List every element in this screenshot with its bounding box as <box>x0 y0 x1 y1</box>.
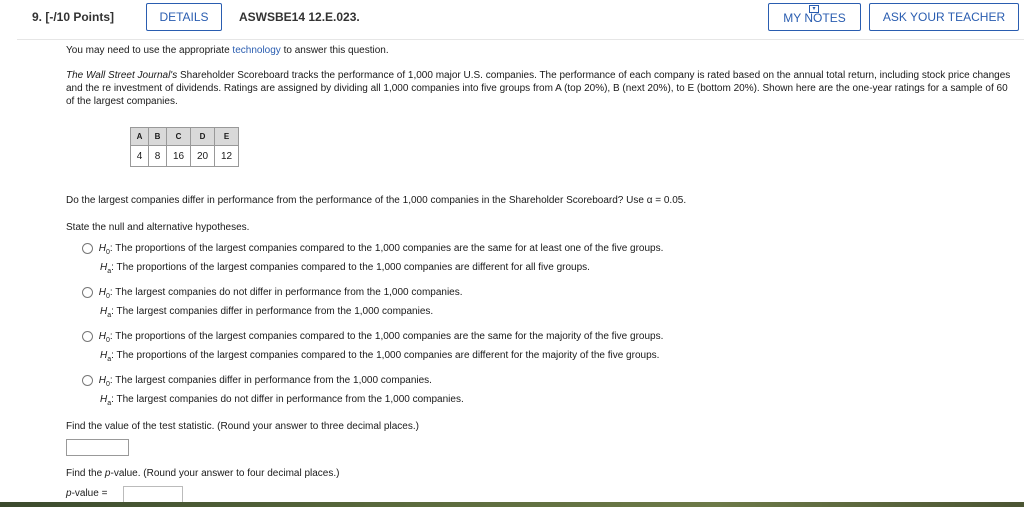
h0-symbol: $H_0$ <box>98 331 110 344</box>
dropdown-caret-icon[interactable]: ▾ <box>809 5 819 13</box>
question-header <box>17 0 1024 40</box>
option-2-h0: : The largest companies do not differ in performance from the 1,000 companies. <box>109 287 463 298</box>
hypothesis-option-2[interactable] <box>82 286 463 303</box>
ask-teacher-button[interactable]: ASK YOUR TEACHER <box>869 3 1019 31</box>
ha-symbol: $H_a$ <box>100 262 112 275</box>
source-title: The Wall Street Journal's <box>66 70 178 81</box>
rating-value: 20 <box>191 146 215 167</box>
ratings-table <box>130 127 239 167</box>
test-statistic-prompt: Find the value of the test statistic. (Round your answer to three decimal places.) <box>66 421 419 432</box>
pvalue-prompt-text: Find the p-value. (Round your answer to four decimal places.) <box>66 468 340 479</box>
option-1-ha: : The proportions of the largest companies compared to the 1,000 companies are different for all five groups. <box>111 262 590 273</box>
problem-description <box>66 69 1011 108</box>
technology-note-prefix: You may need to use the appropriate <box>66 45 233 56</box>
rating-header: D <box>191 128 215 146</box>
hypothesis-option-1[interactable] <box>82 242 663 259</box>
rating-value: 16 <box>167 146 191 167</box>
radio-button-4[interactable] <box>82 375 93 386</box>
option-2-alternative <box>100 305 433 322</box>
ha-symbol: $H_a$ <box>100 350 112 363</box>
option-1-h0: : The proportions of the largest companies compared to the 1,000 companies are the same for at least one of the five groups. <box>109 243 664 254</box>
my-notes-button[interactable] <box>768 3 861 31</box>
h0-symbol: $H_0$ <box>98 287 110 300</box>
pvalue-input[interactable] <box>123 486 183 503</box>
radio-button-1[interactable] <box>82 243 93 254</box>
rating-value: 8 <box>149 146 167 167</box>
hypotheses-prompt: State the null and alternative hypotheses. <box>66 222 250 233</box>
radio-button-3[interactable] <box>82 331 93 342</box>
rating-header: E <box>215 128 239 146</box>
option-1-alternative <box>100 261 590 278</box>
my-notes-label: MY NOTES <box>783 11 846 25</box>
test-statistic-input[interactable] <box>66 439 129 456</box>
h0-symbol: $H_0$ <box>98 243 110 256</box>
option-4-h0: : The largest companies differ in performance from the 1,000 companies. <box>109 375 432 386</box>
option-3-h0: : The proportions of the largest companies compared to the 1,000 companies are the same for the majority of the five groups. <box>109 331 664 342</box>
option-4-alternative <box>100 393 464 410</box>
technology-link[interactable]: technology <box>232 45 281 56</box>
question-id: ASWSBE14 12.E.023. <box>239 10 360 24</box>
hypothesis-option-3[interactable] <box>82 330 663 347</box>
ha-symbol: $H_a$ <box>100 306 112 319</box>
technology-note <box>66 44 389 58</box>
background-strip <box>0 502 1024 507</box>
ratings-value-row <box>131 146 239 167</box>
pvalue-prompt <box>66 468 339 479</box>
rating-header: B <box>149 128 167 146</box>
option-2-ha: : The largest companies differ in performance from the 1,000 companies. <box>111 306 434 317</box>
option-3-alternative <box>100 349 659 366</box>
option-4-ha: : The largest companies do not differ in performance from the 1,000 companies. <box>111 394 464 405</box>
question-number: 9. [-/10 Points] <box>32 10 115 24</box>
rating-header: C <box>167 128 191 146</box>
pvalue-label: p-value = <box>66 488 108 499</box>
details-button[interactable]: DETAILS <box>146 3 222 31</box>
ratings-header-row <box>131 128 239 146</box>
rating-value: 12 <box>215 146 239 167</box>
radio-button-2[interactable] <box>82 287 93 298</box>
problem-text: Shareholder Scoreboard tracks the performance of 1,000 major U.S. companies. The performance of each company is rated based on the annual total return, including stock price changes and the re investment of dividends. Ratings are assigned by dividing all 1,000 companies into five groups from A (top 20%), B (next 20%), to E (bottom 20%). Shown here are the one-year ratings for a sample of 60 of the largest companies. <box>66 70 1011 107</box>
h0-symbol: $H_0$ <box>98 375 110 388</box>
ha-symbol: $H_a$ <box>100 394 112 407</box>
option-3-ha: : The proportions of the largest companies compared to the 1,000 companies are different for the majority of the five groups. <box>111 350 660 361</box>
rating-value: 4 <box>131 146 149 167</box>
technology-note-suffix: to answer this question. <box>280 45 389 56</box>
hypothesis-option-4[interactable] <box>82 374 432 391</box>
question-text: Do the largest companies differ in performance from the performance of the 1,000 companies in the Shareholder Scoreboard? Use α = 0.05. <box>66 195 687 206</box>
rating-header: A <box>131 128 149 146</box>
